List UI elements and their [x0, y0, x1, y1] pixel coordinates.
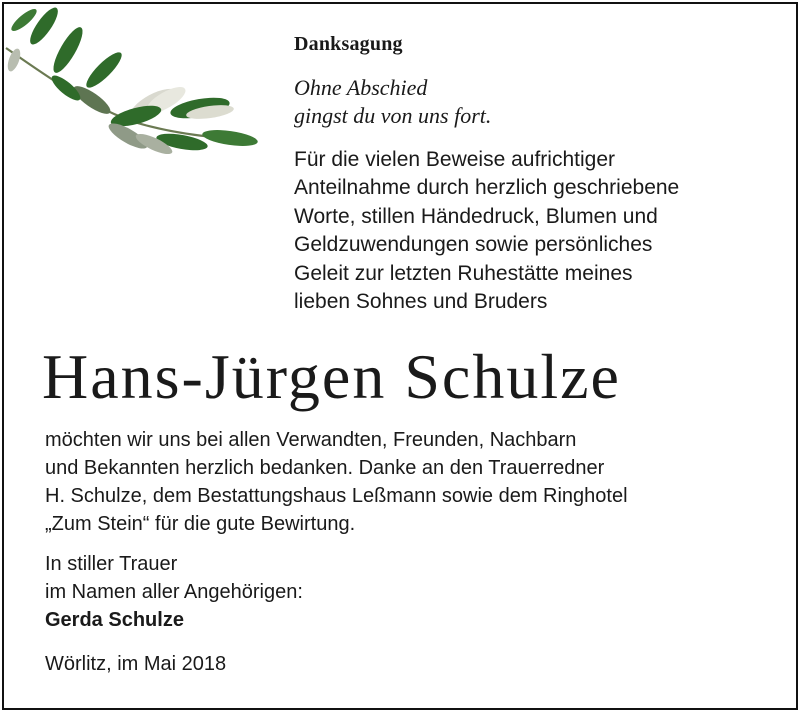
intro-line: Geldzuwendungen sowie persönliches [294, 233, 653, 257]
thanks-line: möchten wir uns bei allen Verwandten, Freunden, Nachbarn [45, 429, 577, 451]
thanks-line: „Zum Stein“ für die gute Bewirtung. [45, 513, 356, 535]
intro-line: Für die vielen Beweise aufrichtiger [294, 148, 615, 171]
mourning-block [45, 550, 303, 634]
motto-line: Ohne Abschied [294, 75, 428, 100]
notice-heading: Danksagung [294, 33, 403, 55]
intro-paragraph [294, 146, 679, 316]
intro-line: lieben Sohnes und Bruders [294, 290, 548, 314]
intro-line: Anteilnahme durch herzlich geschriebene [294, 176, 680, 200]
place-date: Wörlitz, im Mai 2018 [45, 653, 227, 675]
mourning-line: im Namen aller Angehörigen: [45, 581, 303, 603]
mourning-line: In stiller Trauer [45, 553, 178, 575]
signer-name: Gerda Schulze [45, 609, 184, 631]
intro-line: Worte, stillen Händedruck, Blumen und [294, 204, 658, 228]
intro-line: Geleit zur letzten Ruhestätte meines [294, 261, 633, 285]
olive-branch-icon [4, 4, 266, 164]
motto-line: gingst du von uns fort. [294, 103, 492, 128]
deceased-name: Hans-Jürgen Schulze [42, 341, 621, 412]
thanks-line: H. Schulze, dem Bestattungshaus Leßmann sowie dem Ringhotel [45, 485, 628, 507]
thanks-paragraph [45, 426, 628, 538]
thanks-line: und Bekannten herzlich bedanken. Danke an den Trauerredner [45, 457, 605, 479]
motto [294, 74, 491, 130]
